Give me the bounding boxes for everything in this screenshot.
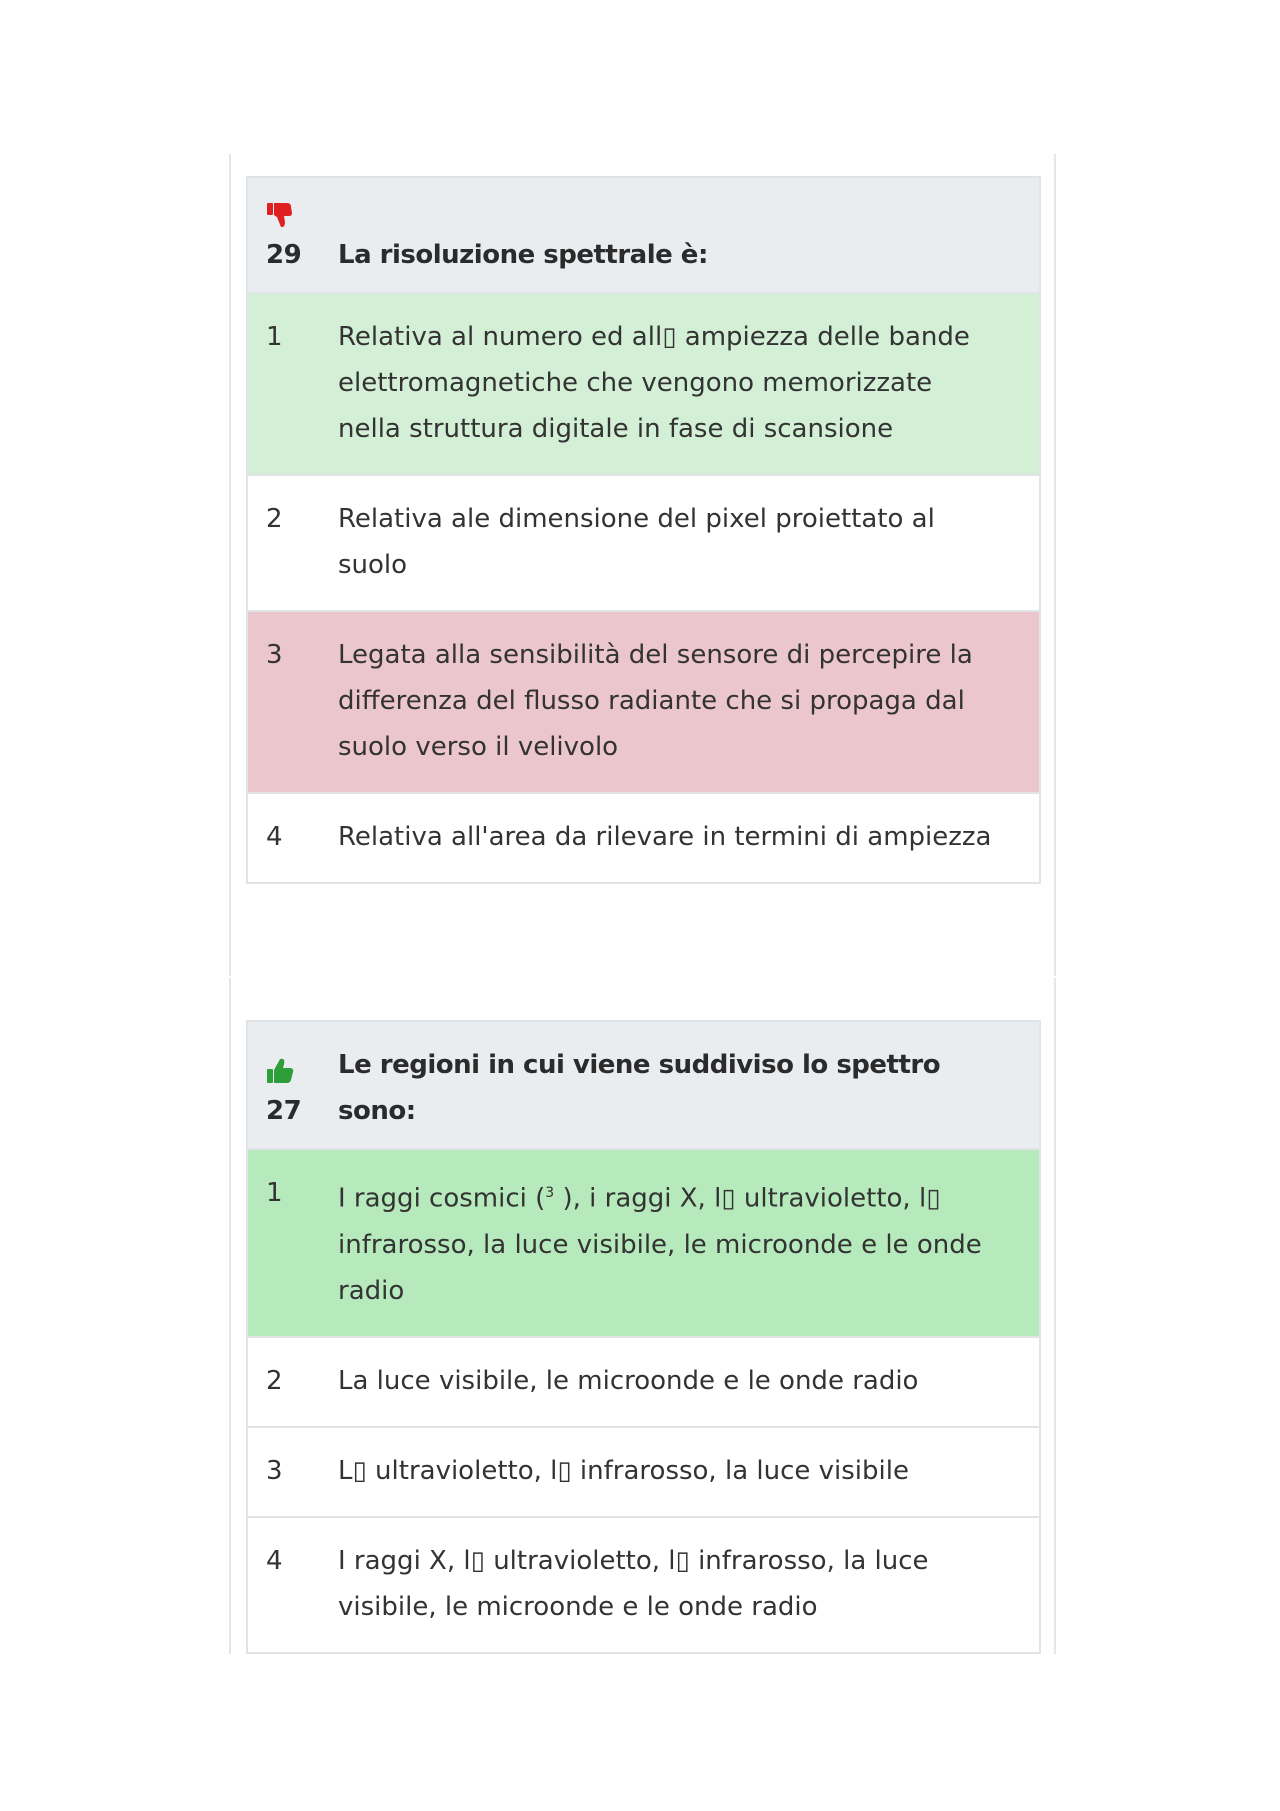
answer-option xyxy=(248,476,1039,612)
question-table xyxy=(246,1020,1041,1654)
answer-option xyxy=(248,1428,1039,1518)
option-number: 2 xyxy=(266,504,283,534)
option-text: I raggi cosmici ($^3$ ), i raggi X, l▯ ultravioletto, l▯ infrarosso, la luce visibile, le microonde e le onde radio xyxy=(338,1183,982,1306)
question-header xyxy=(248,1022,1039,1150)
option-text: L▯ ultravioletto, l▯ infrarosso, la luce visibile xyxy=(338,1455,909,1486)
thumbs-up-icon xyxy=(266,1056,338,1086)
option-text: I raggi X, l▯ ultravioletto, l▯ infrarosso, la luce visibile, le microonde e le onde radio xyxy=(338,1545,929,1622)
question-number: 27 xyxy=(266,1096,302,1126)
question-title: Le regioni in cui viene suddiviso lo spettro sono: xyxy=(338,1050,941,1126)
option-number: 2 xyxy=(266,1365,283,1396)
option-text: Legata alla sensibilità del sensore di percepire la differenza del flusso radiante che si propaga dal suolo verso il velivolo xyxy=(338,640,973,762)
option-number: 4 xyxy=(266,1545,283,1576)
answer-option xyxy=(248,794,1039,882)
question-number: 29 xyxy=(266,240,302,270)
answer-option xyxy=(248,612,1039,794)
superscript: 3 xyxy=(545,1185,555,1201)
answer-option xyxy=(248,1338,1039,1428)
option-text: Relativa al numero ed all▯ ampiezza delle bande elettromagnetiche che vengono memorizzate nella struttura digitale in fase di scansione xyxy=(338,322,970,444)
option-number: 1 xyxy=(266,1178,283,1208)
option-text: Relativa ale dimensione del pixel proiettato al suolo xyxy=(338,504,935,580)
answer-option xyxy=(248,1150,1039,1338)
option-text: Relativa all'area da rilevare in termini di ampiezza xyxy=(338,822,992,852)
option-text: La luce visibile, le microonde e le onde radio xyxy=(338,1365,919,1396)
option-number: 1 xyxy=(266,322,283,352)
question-header xyxy=(248,178,1039,294)
option-number: 3 xyxy=(266,1455,283,1486)
answer-option xyxy=(248,294,1039,476)
option-number: 4 xyxy=(266,822,283,852)
answer-option xyxy=(248,1518,1039,1652)
question-title: La risoluzione spettrale è: xyxy=(338,240,708,270)
thumbs-down-icon xyxy=(266,200,338,230)
option-number: 3 xyxy=(266,640,283,670)
question-table xyxy=(246,176,1041,884)
